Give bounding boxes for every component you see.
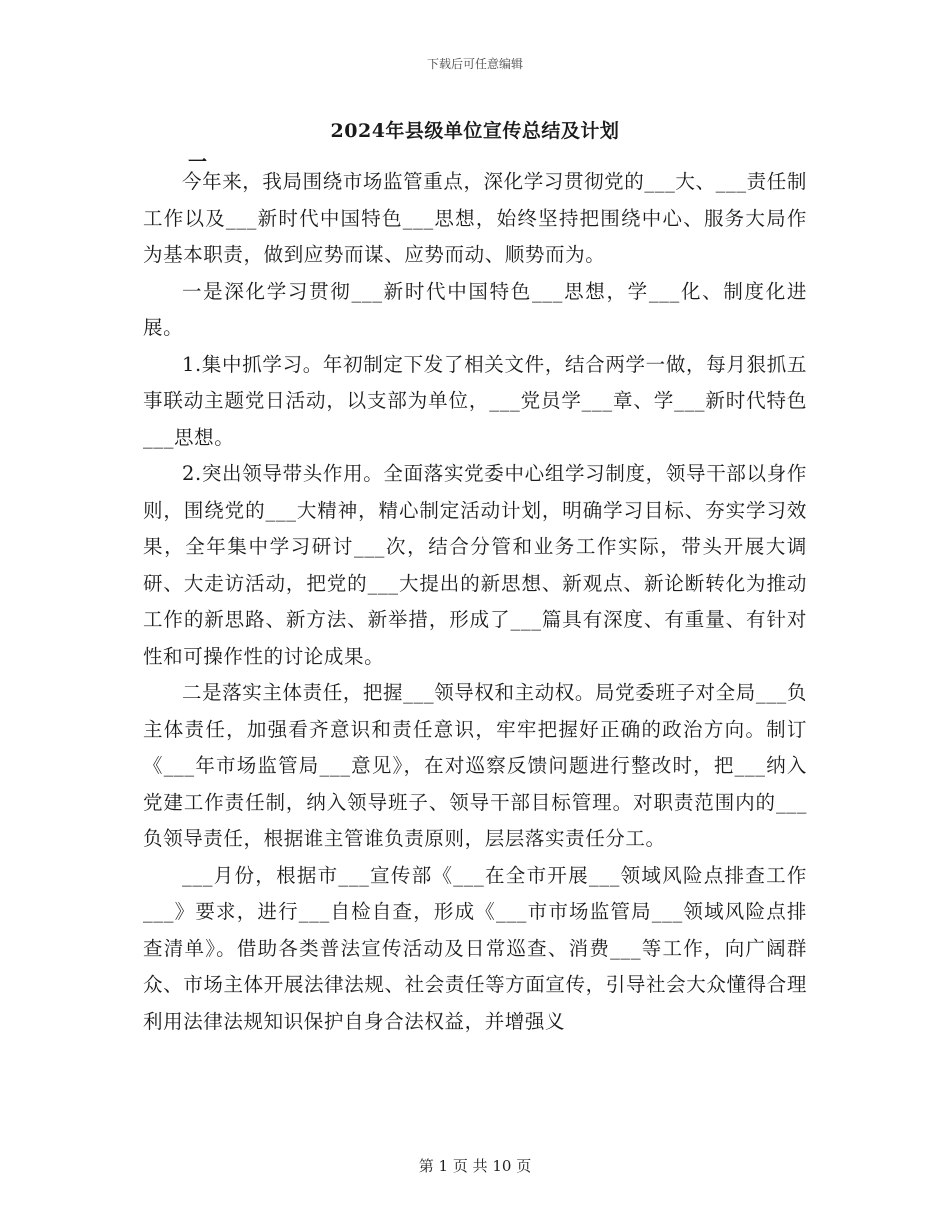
download-note: 下载后可任意编辑 xyxy=(426,57,523,71)
paragraph-intro: 今年来，我局围绕市场监管重点，深化学习贯彻党的___大、___责任制工作以及___新时代中国特色___思想，始终坚持把围绕中心、服务大局作为基本职责，做到应势而谋、应势而动、顺势而为。 xyxy=(143,170,807,266)
paragraph-item-2: 2.突出领导带头作用。全面落实党委中心组学习制度，领导干部以身作则，围绕党的___大精神，精心制定活动计划，明确学习目标、夯实学习效果，全年集中学习研讨___次，结合分管和业务工作实际，带头开展大调研、大走访活动，把党的___大提出的新思想、新观点、新论断转化为推动工作的新思路、新方法、新举措，形成了___篇具有深度、有重量、有针对性和可操作性的讨论成果。 xyxy=(143,462,807,668)
document-body xyxy=(143,164,807,1040)
document-title: 2024年县级单位宣传总结及计划 xyxy=(330,120,620,142)
paragraph-point-one: 一是深化学习贯彻___新时代中国特色___思想，学___化、制度化进展。 xyxy=(143,279,807,339)
section-marker: 一 xyxy=(188,151,208,173)
paragraph-month: ___月份，根据市___宣传部《___在全市开展___领域风险点排查工作___》要求，进行___自检自查，形成《___市市场监管局___领域风险点排查清单》。借助各类普法宣传活动及日常巡查、消费___等工作，向广阔群众、市场主体开展法律法规、社会责任等方面宣传，引导社会大众懂得合理利用法律法规知识保护自身合法权益，并增强义 xyxy=(143,863,807,1033)
paragraph-point-two: 二是落实主体责任，把握___领导权和主动权。局党委班子对全局___负主体责任，加强看齐意识和责任意识，牢牢把握好正确的政治方向。制订《___年市场监管局___意见》，在对巡察反馈问题进行整改时，把___纳入党建工作责任制，纳入领导班子、领导干部目标管理。对职责范围内的___负领导责任，根据谁主管谁负责原则，层层落实责任分工。 xyxy=(143,681,807,850)
page-footer: 第 1 页 共 10 页 xyxy=(418,1157,532,1175)
paragraph-item-1: 1.集中抓学习。年初制定下发了相关文件，结合两学一做，每月狠抓五事联动主题党日活动，以支部为单位，___党员学___章、学___新时代特色___思想。 xyxy=(143,352,807,449)
